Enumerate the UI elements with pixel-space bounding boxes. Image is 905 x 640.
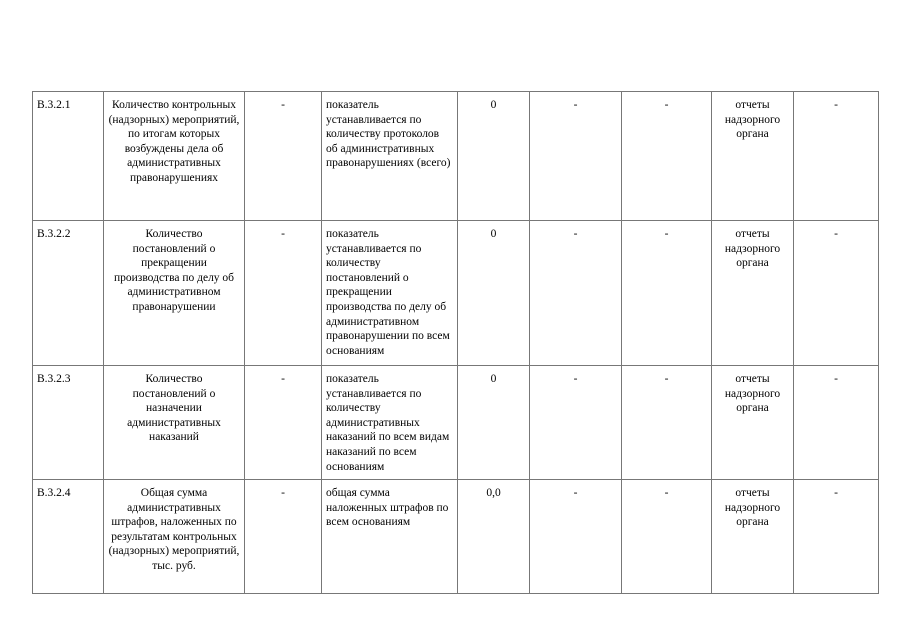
indicator-name: Количество контрольных (надзорных) мероприятий, по итогам которых возбуждены дела об административных правонарушениях <box>104 92 245 221</box>
indicator-code: В.3.2.3 <box>33 366 104 480</box>
table-row <box>33 366 879 480</box>
indicator-description: показатель устанавливается по количеству постановлений о прекращении производства по делу об административном правонарушении по всем основаниям <box>322 221 458 366</box>
indicator-code: В.3.2.1 <box>33 92 104 221</box>
indicator-col7: - <box>622 480 712 594</box>
indicator-col9: - <box>794 92 879 221</box>
indicator-col6: - <box>530 92 622 221</box>
indicator-code: В.3.2.2 <box>33 221 104 366</box>
indicator-description: общая сумма наложенных штрафов по всем основаниям <box>322 480 458 594</box>
indicator-col6: - <box>530 480 622 594</box>
table-row <box>33 221 879 366</box>
indicator-col3: - <box>245 366 322 480</box>
indicator-col6: - <box>530 366 622 480</box>
indicator-source: отчеты надзорного органа <box>712 480 794 594</box>
table-row <box>33 480 879 594</box>
indicator-col7: - <box>622 366 712 480</box>
indicator-col3: - <box>245 92 322 221</box>
indicator-source: отчеты надзорного органа <box>712 92 794 221</box>
indicator-col6: - <box>530 221 622 366</box>
indicator-col3: - <box>245 480 322 594</box>
indicator-col9: - <box>794 480 879 594</box>
indicator-col3: - <box>245 221 322 366</box>
indicator-source: отчеты надзорного органа <box>712 221 794 366</box>
indicator-value: 0,0 <box>458 480 530 594</box>
indicator-value: 0 <box>458 221 530 366</box>
indicator-name: Количество постановлений о назначении административных наказаний <box>104 366 245 480</box>
indicator-col9: - <box>794 366 879 480</box>
indicator-source: отчеты надзорного органа <box>712 366 794 480</box>
indicator-code: В.3.2.4 <box>33 480 104 594</box>
indicator-description: показатель устанавливается по количеству протоколов об административных правонарушениях (всего) <box>322 92 458 221</box>
indicator-value: 0 <box>458 92 530 221</box>
indicator-name: Общая сумма административных штрафов, наложенных по результатам контрольных (надзорных) мероприятий, тыс. руб. <box>104 480 245 594</box>
indicator-col9: - <box>794 221 879 366</box>
indicator-description: показатель устанавливается по количеству административных наказаний по всем видам наказаний по всем основаниям <box>322 366 458 480</box>
indicators-table <box>32 91 879 594</box>
indicator-name: Количество постановлений о прекращении производства по делу об административном правонарушении <box>104 221 245 366</box>
indicator-col7: - <box>622 221 712 366</box>
table-row <box>33 92 879 221</box>
indicator-value: 0 <box>458 366 530 480</box>
indicator-col7: - <box>622 92 712 221</box>
